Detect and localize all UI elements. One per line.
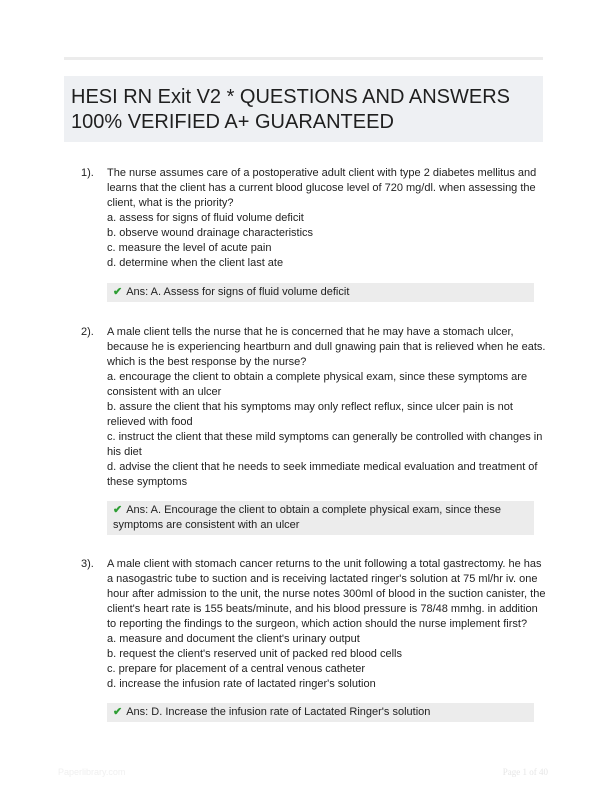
question-line: client, what is the priority?: [107, 197, 234, 209]
option-b: b. assure the client that his symptoms may only reflect reflux, since ulcer pain is not: [107, 401, 513, 413]
answer-text: Ans: A. Assess for signs of fluid volume deficit: [126, 286, 350, 298]
footer-watermark: Paperlibrary.com: [58, 767, 126, 777]
option-d: d. increase the infusion rate of lactated ringer's solution: [107, 678, 376, 690]
question-number: 1).: [81, 167, 94, 179]
answer-text-cont: symptoms are consistent with an ulcer: [113, 519, 300, 531]
option-c: c. prepare for placement of a central venous catheter: [107, 663, 366, 675]
question-text: [107, 557, 546, 692]
question-number: 3).: [81, 558, 94, 570]
option-a: a. assess for signs of fluid volume deficit: [107, 212, 304, 224]
question-line: client's heart rate is 155 beats/minute, and his blood pressure is 78/48 mmhg. in addition: [107, 603, 538, 615]
checkmark-icon: ✔: [113, 504, 123, 516]
question-line: A male client with stomach cancer returns to the unit following a total gastrectomy. he has: [107, 558, 542, 570]
question-text: [107, 166, 537, 271]
question-line: The nurse assumes care of a postoperative adult client with type 2 diabetes mellitus and: [107, 167, 537, 179]
question-line: hour after admission to the unit, the nurse notes 300ml of blood in the suction canister, the: [107, 588, 546, 600]
page-number: Page 1 of 40: [502, 767, 548, 777]
option-c: c. measure the level of acute pain: [107, 242, 272, 254]
question-line: because he is experiencing heartburn and dull gnawing pain that is relieved when he eats.: [107, 341, 546, 353]
answer-text: Ans: D. Increase the infusion rate of Lactated Ringer's solution: [126, 706, 431, 718]
option-c: c. instruct the client that these mild symptoms can generally be controlled with changes in: [107, 431, 543, 443]
option-a: a. encourage the client to obtain a complete physical exam, since these symptoms are: [107, 371, 528, 383]
option-b-cont: relieved with food: [107, 416, 193, 428]
answer-text: Ans: A. Encourage the client to obtain a complete physical exam, since these: [126, 504, 502, 516]
option-d: d. advise the client that he needs to seek immediate medical evaluation and treatment of: [107, 461, 538, 473]
answer-box: [107, 283, 534, 302]
checkmark-icon: ✔: [113, 706, 123, 718]
option-b: b. request the client's reserved unit of packed red blood cells: [107, 648, 402, 660]
document-title: [64, 76, 543, 142]
question-line: a nasogastric tube to suction and is receiving lactated ringer's solution at 75 ml/hr iv. one: [107, 573, 538, 585]
answer-box: [107, 501, 534, 535]
question-line: to reporting the findings to the surgeon, which action should the nurse implement first?: [107, 618, 528, 630]
option-a: a. measure and document the client's urinary output: [107, 633, 360, 645]
option-a-cont: consistent with an ulcer: [107, 386, 222, 398]
answer-box: [107, 703, 534, 722]
question-text: [107, 325, 546, 490]
option-d-cont: these symptoms: [107, 476, 188, 488]
option-d: d. determine when the client last ate: [107, 257, 284, 269]
checkmark-icon: ✔: [113, 286, 123, 298]
title-line-2: 100% VERIFIED A+ GUARANTEED: [71, 111, 394, 133]
option-b: b. observe wound drainage characteristics: [107, 227, 314, 239]
option-c-cont: his diet: [107, 446, 142, 458]
question-line: learns that the client has a current blood glucose level of 720 mg/dl. when assessing the: [107, 182, 536, 194]
question-number: 2).: [81, 326, 94, 338]
question-line: which is the best response by the nurse?: [107, 356, 307, 368]
top-divider: [64, 57, 543, 60]
title-line-1: HESI RN Exit V2 * QUESTIONS AND ANSWERS: [71, 86, 510, 108]
question-line: A male client tells the nurse that he is concerned that he may have a stomach ulcer,: [107, 326, 514, 338]
